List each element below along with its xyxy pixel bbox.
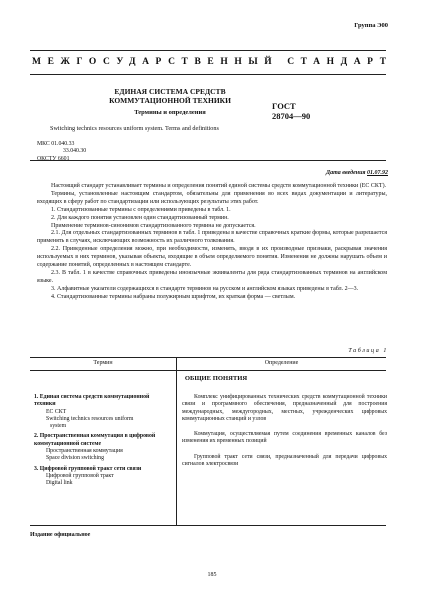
official-edition-label: Издание официальное [30, 532, 91, 538]
column-header-definition: Определение [264, 360, 299, 366]
term-entry [34, 466, 172, 488]
term-entry [34, 433, 172, 462]
column-header-term: Термин [93, 360, 113, 366]
paragraph: 4. Стандартизованные термины набраны полужирным шрифтом, их краткая форма — светлым. [51, 293, 296, 300]
term-entry [34, 394, 172, 430]
okstu-code: ОКСТУ 6601 [37, 155, 70, 162]
paragraph: 1. Стандартизованные термины с определениями приведены в табл. 1. [51, 206, 231, 213]
standard-banner: МЕЖГОСУДАРСТВЕННЫЙ СТАНДАРТ [32, 57, 393, 67]
effective-date [326, 170, 388, 176]
page-number: 185 [207, 572, 217, 578]
group-code: Группа Э00 [354, 22, 388, 29]
gost-label: ГОСТ [272, 101, 296, 111]
subtitle: Термины и определения [134, 109, 206, 116]
title-line-2: КОММУТАЦИОННОЙ ТЕХНИКИ [109, 96, 231, 105]
paragraph: 2. Для каждого понятия установлен один стандартизованный термин. [51, 214, 229, 221]
title-line-1: ЕДИНАЯ СИСТЕМА СРЕДСТВ [114, 87, 226, 96]
definition-text: Коммутация, осуществляемая путем соединения временных каналов без изменения их временных позиций [182, 431, 387, 445]
paragraph: Применение терминов-синонимов стандартизованного термина не допускается. [51, 222, 256, 229]
paragraph: 3. Алфавитные указатели содержащихся в стандарте терминов на русском и английском языках приведены в табл. 2—3. [51, 285, 359, 292]
definition-text: Групповой тракт сети связи, предназначенный для передачи цифровых сигналов электросвязи [182, 453, 387, 468]
table-column-divider [176, 357, 177, 525]
term-english-cont: system [50, 423, 67, 430]
term-english: Digital link [46, 480, 73, 487]
term-name: 2. Пространственная коммутация в цифровой коммутационной системе [34, 433, 156, 447]
banner-rule [30, 74, 386, 75]
table-top-rule [30, 357, 386, 358]
definitions-column [182, 394, 387, 476]
term-short-form: Цифровой групповой тракт [46, 472, 114, 479]
term-name: 1. Единая система средств коммутационной техники [34, 394, 150, 408]
table-label: Таблица 1 [348, 348, 388, 354]
english-title: Switching technics resources uniform system. Terms and definitions [50, 125, 219, 132]
paragraph: Термины, установленные настоящим стандартом, обязательны для применения во всех видах документации и литературы, входящих в сферу работ по стандартизации или использующих результаты этих работ. [37, 190, 387, 205]
paragraph: Настоящий стандарт устанавливает термины и определения понятий единой системы средств коммутационной техники (ЕС СКТ). [51, 183, 387, 189]
table-header-rule [30, 370, 386, 371]
date-label: Дата введения [326, 170, 366, 176]
table-bottom-rule [30, 525, 386, 526]
terms-column [34, 394, 172, 491]
term-short-form: Пространственная коммутация [46, 448, 123, 455]
term-english: Space division switching [46, 455, 104, 462]
top-rule [30, 50, 386, 51]
paragraph: 2.2. Приведенные определения можно, при необходимости, изменять, вводя в их производные признаки, раскрывая значения используемых в них терминов, указывая объекты, входящие в объем определяемого понятия. Изменения не должны нарушать объем и содержание понятий, определенных в настоящем стандарте. [37, 246, 387, 269]
mks-code-1: МКС 01.040.33 [37, 141, 75, 147]
term-short-form: ЕС СКТ [46, 408, 67, 415]
term-name: 3. Цифровой групповой тракт сети связи [34, 465, 142, 472]
paragraph: 2.3. В табл. 1 в качестве справочных приведены иноязычные эквиваленты для ряда стандартизованных терминов на английском языке. [37, 269, 387, 284]
mks-code-2: 33.040.30 [63, 148, 87, 155]
term-english: Switching technics resources uniform [46, 415, 134, 422]
codes-rule [30, 160, 386, 161]
paragraph: 2.1. Для отдельных стандартизованных терминов в табл. 1 приведены в качестве справочных краткие формы, которые разрешается применять в случаях, исключающих возможность их различного толкования. [37, 230, 387, 245]
section-heading: ОБЩИЕ ПОНЯТИЯ [184, 375, 248, 382]
gost-block [272, 101, 310, 121]
definition-text: Комплекс унифицированных технических средств коммутационной техники связи и программного обеспечения, предназначенный для построения международных, междугородных, местных, учрежденческих цифровых коммутационных станций и узлов [182, 394, 387, 422]
body-text [37, 183, 387, 302]
gost-number: 28704—90 [272, 111, 311, 121]
date-value: 01.07.92 [367, 170, 388, 176]
